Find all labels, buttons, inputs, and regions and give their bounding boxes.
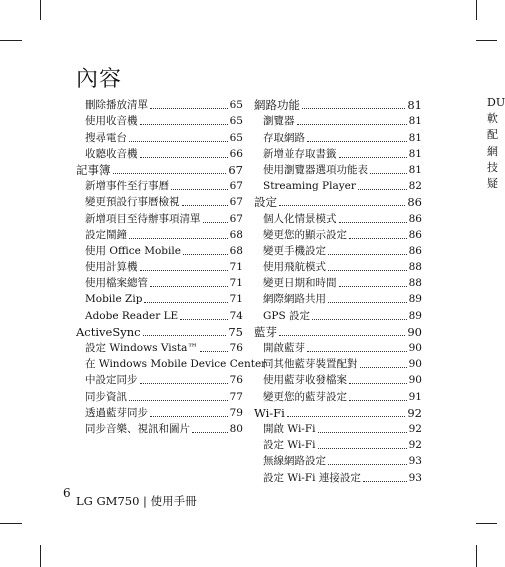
toc-entry[interactable] [76,242,243,258]
toc-entry-page: 91 [408,390,422,403]
dot-leader [360,367,407,368]
toc-entry[interactable] [254,436,422,452]
toc-entry-title: Mobile Zip [85,293,143,306]
toc-entry-title: 在 Windows Mobile Device Center [85,358,267,371]
toc-entry-page: 92 [408,439,422,452]
toc-entry-page: 92 [408,422,422,435]
toc-entry-title: 透過藍芽同步 [85,406,148,419]
dot-leader [307,351,407,352]
toc-entry-page: 89 [408,293,422,306]
toc-entry-page: 80 [229,422,243,435]
toc-entry-title: 藍芽 [254,324,277,339]
toc-entry[interactable] [254,226,422,242]
toc-entry-title: Streaming Player [263,180,356,193]
toc-entry[interactable] [254,371,422,387]
toc-entry-title: 設定鬧鐘 [85,228,127,241]
dot-leader [150,286,228,287]
dot-leader [358,189,407,190]
toc-entry[interactable] [76,420,243,436]
dot-leader [150,416,228,417]
toc-middle-column [254,96,422,485]
dot-leader [150,108,228,109]
toc-entry-title: 使用飛航模式 [263,261,326,274]
edge-fragment: 網 [487,144,498,158]
toc-entry[interactable] [254,112,422,128]
toc-entry[interactable] [76,258,243,274]
toc-entry[interactable] [254,290,422,306]
dot-leader [113,173,227,174]
toc-entry-title: 開啟藍芽 [263,342,305,354]
toc-section-entry[interactable] [254,323,422,339]
toc-entry-title: 使用藍芽收發檔案 [263,374,347,387]
dot-leader [182,205,228,206]
toc-entry-page: 90 [408,374,422,387]
dot-leader [312,319,407,320]
toc-entry[interactable] [254,274,422,290]
toc-entry-page: 71 [229,277,243,290]
dot-leader [171,189,228,190]
toc-entry-page: 67 [229,212,243,225]
toc-entry[interactable] [254,420,422,436]
toc-entry[interactable] [76,145,243,161]
dot-leader [349,238,407,239]
toc-entry[interactable] [76,177,243,193]
toc-entry-title: 變更日期和時間 [263,277,337,290]
toc-entry-title: 網際網路共用 [263,293,326,306]
toc-entry[interactable] [76,306,243,322]
toc-entry-title: 設定 [254,195,277,210]
toc-entry[interactable] [254,468,422,484]
dot-leader [287,416,406,417]
toc-entry[interactable] [254,209,422,225]
toc-entry[interactable] [76,355,267,371]
crop-mark [40,545,41,567]
dot-leader [349,383,407,384]
toc-entry[interactable] [254,258,422,274]
toc-entry[interactable] [254,145,422,161]
dot-leader [140,157,228,158]
toc-entry-page: 93 [408,471,422,484]
dot-leader [203,222,228,223]
toc-entry[interactable] [76,193,243,209]
dot-leader [129,141,228,142]
toc-section-entry[interactable] [76,161,243,177]
toc-entry-page: 81 [408,131,422,144]
toc-entry-page: 89 [408,309,422,322]
toc-entry-page: 65 [229,115,243,128]
crop-mark [476,0,477,20]
toc-entry[interactable] [254,161,422,177]
toc-entry-title: 同步音樂、視訊和圖片 [85,422,190,435]
toc-entry-title: 使用收音機 [85,115,138,128]
toc-entry-page: 76 [229,342,243,354]
toc-entry-page: 71 [229,293,243,306]
footer-title: LG GM750 | 使用手冊 [76,494,197,508]
page-number: 6 [63,486,71,500]
toc-entry-page: 86 [408,244,422,257]
toc-entry-page: 90 [407,324,422,339]
toc-entry-title: 搜尋電台 [85,131,127,144]
page-title: 內容 [76,67,123,92]
toc-entry-page: 67 [228,162,243,177]
toc-entry[interactable] [76,96,243,112]
toc-entry-page: 86 [408,212,422,225]
edge-fragment: 技 [487,160,498,174]
toc-left-column [76,96,267,436]
dot-leader [129,238,228,239]
dot-leader [279,335,405,336]
toc-entry-page: 81 [408,115,422,128]
dot-leader [192,432,228,433]
toc-entry-page: 81 [408,147,422,160]
toc-entry-page: 92 [407,405,422,420]
dot-leader [143,335,227,336]
dot-leader [302,108,405,109]
toc-entry-title: 新增並存取書籤 [263,147,337,160]
toc-entry-title: ActiveSync [76,324,141,339]
edge-fragment: 疑 [487,176,498,190]
toc-entry-title: 新增事件至行事曆 [85,180,169,193]
toc-entry-page: 67 [229,180,243,193]
edge-fragment: DU [487,96,505,109]
toc-entry-title: 設定 Wi-Fi [263,439,316,452]
toc-entry-page: 77 [229,390,243,403]
dot-leader [328,254,407,255]
toc-entry-title: 使用計算機 [85,261,138,274]
toc-entry-page: 66 [229,147,243,160]
toc-entry-title: 變更您的顯示設定 [263,228,347,241]
toc-entry-page: 68 [229,228,243,241]
toc-entry-title: 使用瀏覽器選項功能表 [263,163,368,176]
toc-entry[interactable] [254,452,422,468]
toc-entry-title: 刪除播放清單 [85,99,148,112]
dot-leader [328,302,407,303]
dot-leader [363,481,407,482]
toc-entry-title: 無線網路設定 [263,455,326,468]
dot-leader [318,432,407,433]
toc-section-entry[interactable] [254,404,422,420]
toc-entry-title: Wi-Fi [254,405,285,420]
dot-leader [328,270,407,271]
next-page-edge [487,96,505,193]
toc-entry-page: 90 [408,358,422,371]
toc-entry[interactable] [76,128,243,144]
crop-mark [40,0,41,20]
toc-entry[interactable] [254,387,422,403]
toc-entry[interactable] [76,290,243,306]
toc-entry-page: 88 [408,277,422,290]
toc-entry-page: 86 [407,195,422,210]
edge-fragment: 配 [487,128,498,142]
edge-fragment: 軟 [487,112,498,126]
dot-leader [140,124,228,125]
toc-entry-page: 65 [229,99,243,112]
crop-mark [476,40,497,41]
crop-mark [0,40,22,41]
toc-entry-title: 變更手機設定 [263,244,326,257]
toc-entry[interactable] [76,387,243,403]
toc-entry[interactable] [76,209,243,225]
dot-leader [200,351,228,352]
toc-entry[interactable] [254,242,422,258]
toc-entry-page: 93 [408,455,422,468]
toc-entry-title: 設定 Wi-Fi 連接設定 [263,471,361,484]
toc-entry-page: 88 [408,261,422,274]
toc-entry-page: 76 [229,374,243,387]
toc-entry-page: 67 [229,196,243,209]
dot-leader [328,464,407,465]
toc-entry-page: 71 [229,261,243,274]
toc-entry-page: 81 [407,98,422,113]
crop-mark [476,545,477,567]
toc-entry-title: 同步資訊 [85,390,127,403]
toc-entry-title: 記事簿 [76,162,111,177]
toc-section-entry[interactable] [76,323,243,339]
toc-entry-page: 81 [408,163,422,176]
toc-entry-title: 變更您的藍芽設定 [263,390,347,403]
toc-entry[interactable] [76,339,243,355]
toc-entry[interactable] [254,128,422,144]
dot-leader [318,448,407,449]
toc-entry-page: 68 [229,244,243,257]
toc-entry[interactable] [254,177,422,193]
toc-entry[interactable] [254,355,422,371]
toc-entry-page: 79 [229,406,243,419]
toc-entry-title: 開啟 Wi-Fi [263,422,316,435]
toc-entry-title: 新增項目至待辦事項清單 [85,212,201,225]
crop-mark [476,523,497,524]
dot-leader [339,157,407,158]
dot-leader [180,319,227,320]
toc-entry-title: 使用 Office Mobile [85,244,181,257]
toc-entry[interactable] [254,306,422,322]
dot-leader [349,400,407,401]
dot-leader [370,173,407,174]
toc-entry-title: GPS 設定 [263,309,310,322]
toc-entry[interactable] [76,226,243,242]
toc-entry-title: 網路功能 [254,98,300,113]
toc-entry-title: 使用檔案總管 [85,277,148,290]
dot-leader [140,270,228,271]
dot-leader [339,222,407,223]
toc-entry-title: 中設定同步 [85,374,138,387]
toc-entry-title: 個人化情景模式 [263,212,337,225]
toc-entry-page: 65 [229,131,243,144]
toc-entry[interactable] [254,339,422,355]
toc-entry-title: 同其他藍芽裝置配對 [263,358,358,371]
toc-entry[interactable] [76,404,243,420]
toc-entry-title: 瀏覽器 [263,115,295,128]
toc-entry-title: 存取網路 [263,131,305,144]
toc-entry-title: Adobe Reader LE [85,309,179,322]
crop-mark [0,523,22,524]
dot-leader [279,205,405,206]
toc-entry-page: 90 [408,342,422,354]
dot-leader [339,286,407,287]
dot-leader [144,302,227,303]
dot-leader [183,254,228,255]
toc-section-entry[interactable] [254,96,422,112]
toc-entry-title: 收聽收音機 [85,147,138,160]
dot-leader [297,124,407,125]
toc-entry[interactable] [76,112,243,128]
toc-entry-page: 86 [408,228,422,241]
toc-entry-page: 74 [229,309,243,322]
toc-entry-title: 設定 Windows Vista™ [85,342,198,354]
toc-entry[interactable] [76,274,243,290]
toc-section-entry[interactable] [254,193,422,209]
toc-entry-page: 82 [408,180,422,193]
dot-leader [129,400,228,401]
dot-leader [307,141,407,142]
toc-entry[interactable] [76,371,243,387]
dot-leader [140,383,228,384]
toc-entry-page: 75 [228,324,243,339]
toc-entry-title: 變更預設行事曆檢視 [85,196,180,209]
